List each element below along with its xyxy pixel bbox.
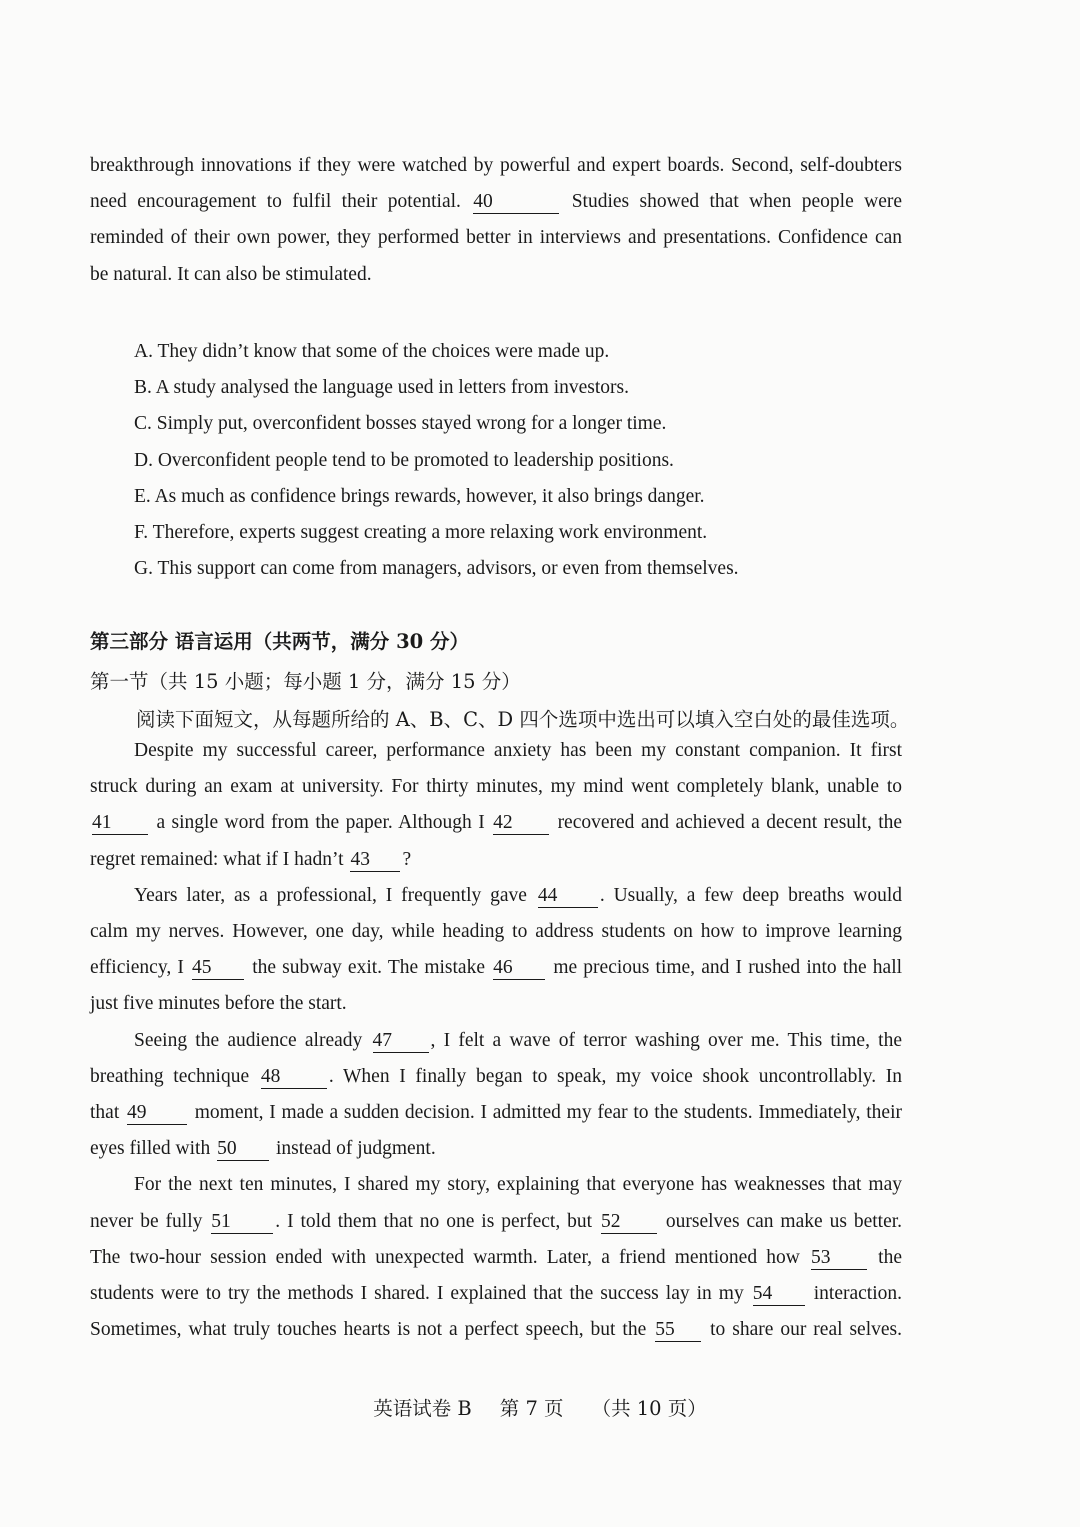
blank-50: 50 [217,1138,269,1161]
option-e: E. As much as confidence brings rewards, however, it also brings danger. [134,485,705,507]
text-line: efficiency, I 45 the subway exit. The mistake 46 me precious time, and I rushed into the hall [90,957,903,979]
text-line: be natural. It can also be stimulated. [90,263,372,285]
part-title: 第三部分 语言运用（共两节，满分 30 分） [90,630,470,653]
text-line: students were to try the methods I shared. I explained that the success lay in my 54 interaction. [90,1283,903,1305]
answer-options [134,334,739,587]
text-line: that 49 moment, I made a sudden decision. I admitted my fear to the students. Immediately, their [90,1102,903,1124]
blank-40: 40 [473,191,559,214]
blank-48: 48 [261,1066,327,1089]
blank-42: 42 [493,812,549,835]
blank-49: 49 [127,1102,187,1125]
blank-45: 45 [192,957,244,980]
option-g: G. This support can come from managers, advisors, or even from themselves. [134,558,739,580]
text-line: Seeing the audience already 47 , I felt a wave of terror washing over me. This time, the [134,1029,902,1051]
text-line: For the next ten minutes, I shared my story, explaining that everyone has weaknesses that may [134,1174,902,1196]
text-line: reminded of their own power, they performed better in interviews and presentations. Confidence can [90,227,902,249]
text-line: never be fully 51 . I told them that no one is perfect, but 52 ourselves can make us better. [90,1210,903,1232]
text-line: just five minutes before the start. [90,993,347,1015]
text-line: breathing technique 48 . When I finally began to speak, my voice shook uncontrollably. In [90,1065,903,1087]
text-line: Despite my successful career, performance anxiety has been my constant companion. It first [134,740,902,761]
option-d: D. Overconfident people tend to be promoted to leadership positions. [134,449,674,471]
text-line: Years later, as a professional, I frequently gave 44 . Usually, a few deep breaths would [134,884,903,906]
instructions: 阅读下面短文，从每题所给的 A、B、C、D 四个选项中选出可以填入空白处的最佳选项。 [136,708,910,731]
text-line: eyes filled with 50 instead of judgment. [90,1138,436,1160]
option-c: C. Simply put, overconfident bosses stayed wrong for a longer time. [134,413,667,435]
blank-43: 43 [350,849,400,872]
paper-name: 英语试卷 B [373,1397,472,1420]
blank-53: 53 [811,1247,867,1270]
option-b: B. A study analysed the language used in letters from investors. [134,377,629,399]
page-footer [0,1393,1080,1421]
text-line: need encouragement to fulfil their potential. 40 Studies showed that when people were [90,191,903,213]
text-line: Sometimes, what truly touches hearts is not a perfect speech, but the 55 to share our real selves. [90,1319,902,1341]
blank-51: 51 [211,1211,273,1234]
cloze-passage [90,733,902,1348]
blank-55: 55 [655,1319,701,1342]
option-a: A. They didn’t know that some of the choices were made up. [134,341,610,362]
text-line: 41 a single word from the paper. Although I 42 recovered and achieved a decent result, the [92,812,903,834]
page-total: （共 10 页） [591,1397,707,1420]
text-line: regret remained: what if I hadn’t 43 ? [90,848,412,870]
blank-41: 41 [92,812,148,835]
text-line: breakthrough innovations if they were watched by powerful and expert boards. Second, self-doubters [90,155,902,176]
blank-52: 52 [601,1211,657,1234]
blank-54: 54 [753,1283,805,1306]
section-title: 第一节（共 15 小题；每小题 1 分，满分 15 分） [90,670,521,693]
blank-47: 47 [373,1030,429,1053]
page-number: 第 7 页 [499,1397,564,1420]
blank-46: 46 [493,957,545,980]
text-line: The two-hour session ended with unexpected warmth. Later, a friend mentioned how 53 the [90,1246,902,1268]
passage-continuation [90,148,902,293]
text-line: struck during an exam at university. For thirty minutes, my mind went completely blank, unable to [90,776,902,798]
option-f: F. Therefore, experts suggest creating a more relaxing work environment. [134,521,708,543]
text-line: calm my nerves. However, one day, while heading to address students on how to improve learning [90,921,902,943]
blank-44: 44 [538,885,598,908]
